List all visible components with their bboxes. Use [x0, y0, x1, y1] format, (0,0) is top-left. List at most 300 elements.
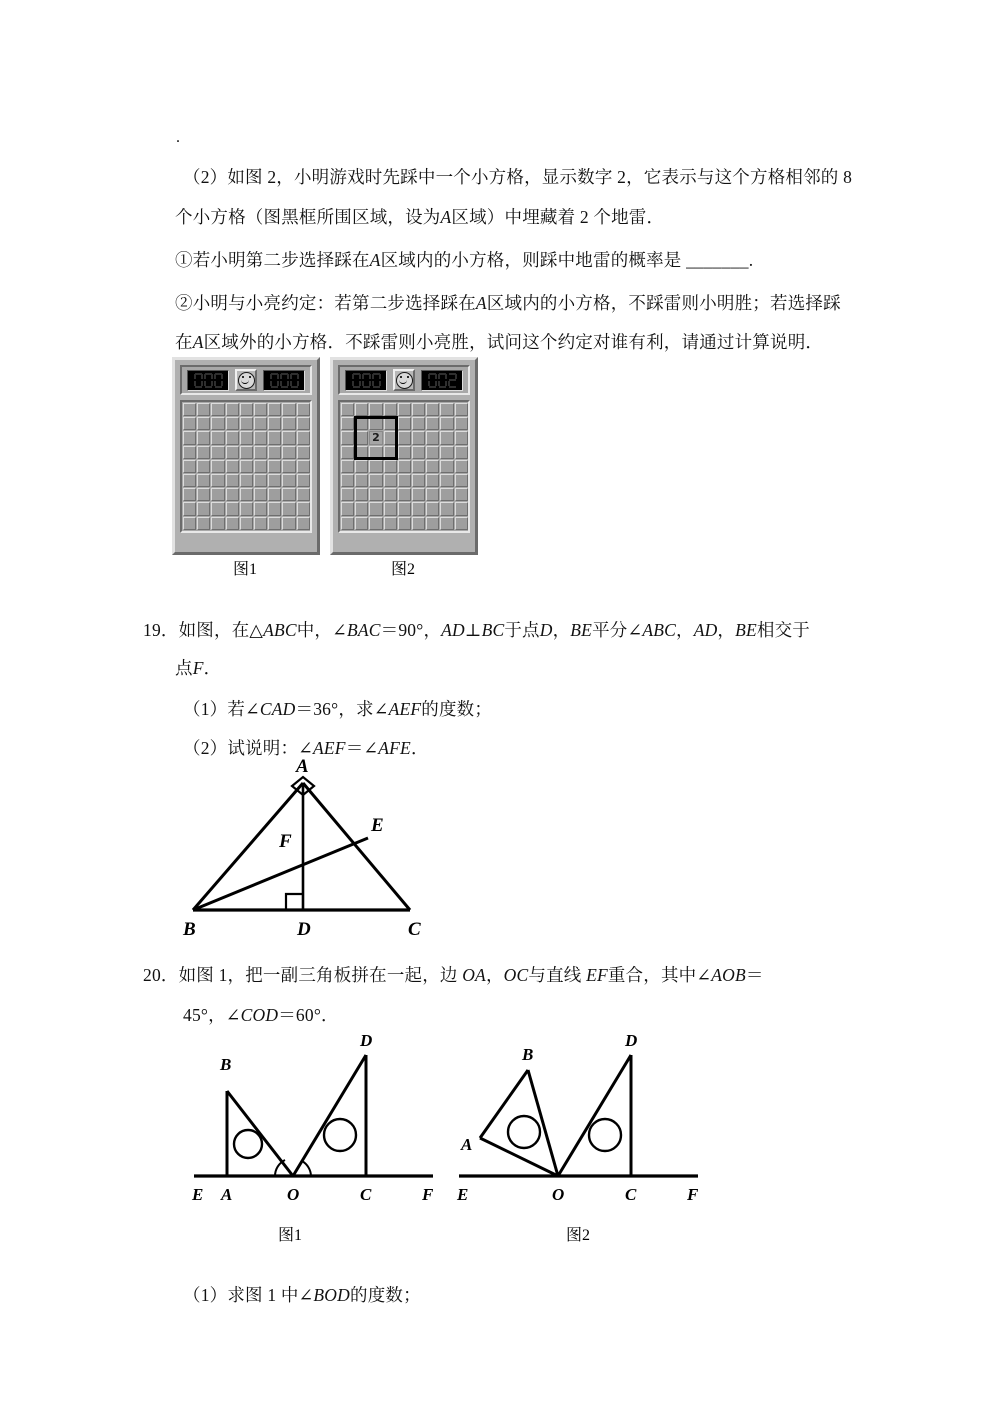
p18-i1-italic: A — [369, 250, 381, 270]
hole-circle-right — [324, 1119, 356, 1151]
segment-od-fig1 — [293, 1055, 366, 1176]
figure-caption-1 — [233, 556, 257, 579]
p18-i1-pre: ①若小明第二步选择踩在 — [175, 250, 370, 270]
p19-l2-pre: 点 — [175, 658, 193, 678]
minesweeper-cell[interactable] — [254, 474, 267, 487]
minesweeper-cell[interactable] — [369, 502, 382, 515]
minesweeper-cell[interactable] — [455, 417, 468, 430]
minesweeper-cell[interactable] — [226, 474, 239, 487]
label-c: C — [408, 919, 421, 940]
minesweeper-cell[interactable] — [297, 517, 310, 530]
minesweeper-cell[interactable] — [211, 431, 224, 444]
problem20-line1 — [143, 955, 764, 995]
p19-s1-pre: （1）若∠ — [183, 699, 260, 719]
minesweeper-cell[interactable] — [197, 488, 210, 501]
minesweeper-cell[interactable] — [455, 403, 468, 416]
minesweeper-cell[interactable] — [426, 446, 439, 459]
p20-fig1-cap-pre: 图 — [278, 1227, 295, 1244]
minesweeper-cell[interactable] — [440, 502, 453, 515]
minesweeper-cell[interactable] — [282, 431, 295, 444]
minesweeper-cell[interactable] — [197, 446, 210, 459]
minesweeper-cell[interactable] — [355, 502, 368, 515]
p20-s1-italic: BOD — [313, 1285, 350, 1305]
timer-display-2 — [421, 370, 463, 391]
figure-caption-2 — [391, 556, 415, 579]
minesweeper-cell[interactable] — [183, 474, 196, 487]
minesweeper-cell[interactable] — [341, 517, 354, 530]
p19-i3: AD — [441, 620, 465, 640]
p19-i4: BC — [481, 620, 505, 640]
minesweeper-cell[interactable] — [369, 474, 382, 487]
seven-segment-digit — [372, 373, 381, 388]
minesweeper-cell-revealed[interactable]: 2 — [369, 431, 382, 444]
p19-i8: AD — [693, 620, 718, 640]
minesweeper-cell[interactable] — [384, 460, 397, 473]
segment-ab-fig2 — [480, 1070, 528, 1138]
minesweeper-cell[interactable] — [398, 474, 411, 487]
minesweeper-cell[interactable] — [282, 403, 295, 416]
minesweeper-cell[interactable] — [341, 502, 354, 515]
p20-t2: ， — [485, 965, 504, 985]
minesweeper-cell[interactable] — [412, 488, 425, 501]
minesweeper-cell[interactable] — [341, 446, 354, 459]
minesweeper-cell[interactable] — [197, 460, 210, 473]
minesweeper-cell[interactable] — [398, 502, 411, 515]
minesweeper-cell[interactable] — [254, 502, 267, 515]
figure-caption-p20-2 — [566, 1222, 590, 1245]
minesweeper-cell[interactable] — [412, 417, 425, 430]
minesweeper-board-1 — [172, 357, 320, 555]
minesweeper-cell[interactable] — [369, 446, 382, 459]
minesweeper-cell[interactable] — [369, 517, 382, 530]
setsquares-figure-1 — [190, 1028, 440, 1218]
seven-segment-digit — [290, 373, 299, 388]
minesweeper-cell[interactable] — [355, 431, 368, 444]
mine-counter-display-1 — [187, 370, 229, 391]
p19-t9: ， — [717, 620, 736, 640]
minesweeper-cell[interactable] — [183, 460, 196, 473]
minesweeper-cell[interactable] — [211, 517, 224, 530]
minesweeper-cell[interactable] — [197, 403, 210, 416]
p18-i1-blank: _______. — [686, 250, 754, 270]
minesweeper-cell[interactable] — [183, 517, 196, 530]
minesweeper-cell[interactable] — [268, 474, 281, 487]
minesweeper-cell[interactable] — [384, 474, 397, 487]
minesweeper-cell[interactable] — [384, 446, 397, 459]
minesweeper-cell[interactable] — [412, 446, 425, 459]
smiley-face-button-1[interactable] — [235, 369, 257, 391]
p19-t10: 相交于 — [756, 620, 811, 640]
minesweeper-cell[interactable] — [341, 417, 354, 430]
mouth — [241, 379, 249, 384]
minesweeper-cell[interactable] — [268, 502, 281, 515]
seven-segment-digit — [352, 373, 361, 388]
p19-number: 19． — [143, 620, 179, 640]
label-d-fig2: D — [625, 1031, 638, 1050]
minesweeper-cell[interactable] — [211, 417, 224, 430]
minesweeper-cell[interactable] — [297, 474, 310, 487]
minesweeper-cell[interactable] — [211, 488, 224, 501]
minesweeper-cell[interactable] — [297, 488, 310, 501]
p20-i1: OA — [462, 965, 486, 985]
minesweeper-cell[interactable] — [455, 446, 468, 459]
minesweeper-cell[interactable] — [426, 474, 439, 487]
minesweeper-cell[interactable] — [226, 446, 239, 459]
label-c-fig2: C — [625, 1185, 637, 1204]
minesweeper-cell[interactable] — [183, 446, 196, 459]
minesweeper-cell[interactable] — [268, 417, 281, 430]
minesweeper-cell[interactable] — [440, 488, 453, 501]
angle-arc-cod — [302, 1161, 311, 1176]
label-b-fig2: B — [522, 1045, 534, 1064]
minesweeper-cell[interactable] — [240, 474, 253, 487]
minesweeper-cell[interactable] — [240, 517, 253, 530]
minesweeper-cell[interactable] — [369, 488, 382, 501]
p19-s2-i2: AFE — [378, 738, 411, 758]
minesweeper-cell[interactable] — [384, 488, 397, 501]
minesweeper-cell[interactable] — [240, 417, 253, 430]
minesweeper-cell[interactable] — [211, 403, 224, 416]
label-d: D — [297, 919, 311, 940]
minesweeper-cell[interactable] — [412, 474, 425, 487]
problem18-item2-line1 — [175, 283, 841, 323]
minesweeper-cell[interactable] — [226, 403, 239, 416]
minesweeper-cell[interactable] — [197, 517, 210, 530]
p20-number: 20． — [143, 965, 179, 985]
minesweeper-grid-2[interactable] — [341, 403, 467, 530]
minesweeper-cell[interactable] — [240, 502, 253, 515]
minesweeper-cell[interactable] — [398, 460, 411, 473]
minesweeper-cell[interactable] — [226, 417, 239, 430]
p18-i2-italic: A — [475, 293, 487, 313]
minesweeper-cell[interactable] — [282, 474, 295, 487]
minesweeper-cell[interactable] — [412, 403, 425, 416]
label-e-fig2: E — [457, 1185, 469, 1204]
minesweeper-cell[interactable] — [282, 417, 295, 430]
minesweeper-cell[interactable] — [426, 431, 439, 444]
minesweeper-cell[interactable] — [211, 474, 224, 487]
hole-circle-left-fig2 — [508, 1116, 540, 1148]
seven-segment-digit — [280, 373, 289, 388]
p19-t8: ， — [675, 620, 694, 640]
label-f: F — [279, 831, 292, 852]
minesweeper-cell[interactable] — [440, 474, 453, 487]
minesweeper-cell[interactable] — [398, 403, 411, 416]
minesweeper-cell[interactable] — [341, 488, 354, 501]
minesweeper-cell[interactable] — [455, 502, 468, 515]
minesweeper-gridwrap-1 — [180, 400, 312, 533]
minesweeper-cell[interactable] — [412, 431, 425, 444]
minesweeper-cell[interactable] — [226, 517, 239, 530]
minesweeper-cell[interactable] — [398, 431, 411, 444]
p19-i9: BE — [735, 620, 757, 640]
segment-ac — [303, 783, 410, 910]
minesweeper-header-1 — [180, 365, 312, 395]
minesweeper-cell[interactable] — [254, 517, 267, 530]
seven-segment-digit — [270, 373, 279, 388]
label-o-fig1: O — [287, 1185, 300, 1204]
minesweeper-cell[interactable] — [341, 403, 354, 416]
minesweeper-cell[interactable] — [268, 517, 281, 530]
minesweeper-cell[interactable] — [268, 431, 281, 444]
minesweeper-cell[interactable] — [183, 417, 196, 430]
minesweeper-header-2 — [338, 365, 470, 395]
p20-s1-pre: （1）求图 1 中∠ — [183, 1285, 314, 1305]
problem18-part2-line1: （2）如图 2，小明游戏时先踩中一个小方格，显示数字 2，它表示与这个方格相邻的 8 — [183, 167, 853, 187]
p19-i6: BE — [570, 620, 593, 640]
p20-t4: 重合，其中∠ — [607, 965, 712, 985]
label-d-fig1: D — [360, 1031, 373, 1050]
minesweeper-cell[interactable] — [226, 488, 239, 501]
smiley-face-icon — [396, 372, 413, 389]
minesweeper-cell[interactable] — [384, 417, 397, 430]
eye-right — [249, 376, 251, 379]
p20-t7: ＝60°． — [278, 1005, 339, 1025]
minesweeper-cell[interactable] — [297, 502, 310, 515]
p19-s2-mid: ＝∠ — [345, 738, 379, 758]
p19-t2: 中，∠ — [296, 620, 347, 640]
minesweeper-cell[interactable] — [440, 417, 453, 430]
minesweeper-cell[interactable] — [440, 460, 453, 473]
minesweeper-cell[interactable] — [268, 460, 281, 473]
problem20-sub1 — [183, 1275, 421, 1315]
p18-i2-post: 区域内的小方格，不踩雷则小明胜；若选择踩 — [486, 293, 841, 313]
p19-s1-i2: AEF — [388, 699, 422, 719]
p19-s2-i1: AEF — [313, 738, 346, 758]
label-o-fig2: O — [552, 1185, 565, 1204]
minesweeper-cell[interactable] — [398, 517, 411, 530]
minesweeper-cell[interactable] — [369, 460, 382, 473]
p19-t7: 平分∠ — [592, 620, 643, 640]
problem18-item1 — [175, 240, 753, 280]
minesweeper-cell[interactable] — [341, 474, 354, 487]
fig2-cap-pre: 图 — [391, 561, 408, 578]
triangle-abc-diagram — [175, 755, 595, 940]
minesweeper-cell[interactable] — [426, 403, 439, 416]
minesweeper-cell[interactable] — [297, 403, 310, 416]
mouth — [399, 379, 407, 384]
minesweeper-cell[interactable] — [282, 502, 295, 515]
minesweeper-cell[interactable] — [455, 474, 468, 487]
p18-i2b-pre: 在 — [175, 332, 193, 352]
minesweeper-cell[interactable] — [240, 431, 253, 444]
p18-l2-pre: 个小方格（图黑框所围区域，设为 — [175, 207, 441, 227]
minesweeper-cell[interactable] — [440, 431, 453, 444]
minesweeper-cell[interactable] — [398, 417, 411, 430]
fig2-cap-num: 2 — [407, 561, 416, 578]
p18-l2-italic: A — [440, 207, 452, 227]
minesweeper-cell[interactable] — [440, 517, 453, 530]
p20-t5: ＝ — [745, 965, 764, 985]
p19-s1-i1: CAD — [259, 699, 296, 719]
minesweeper-cell[interactable] — [240, 403, 253, 416]
label-f-fig2: F — [687, 1185, 699, 1204]
minesweeper-cell[interactable] — [297, 417, 310, 430]
p19-t4: ⊥ — [464, 620, 482, 640]
minesweeper-cell[interactable] — [384, 431, 397, 444]
minesweeper-cell[interactable] — [426, 460, 439, 473]
smiley-face-button-2[interactable] — [393, 369, 415, 391]
p20-t1: 如图 1，把一副三角板拼在一起，边 — [178, 965, 458, 985]
minesweeper-cell[interactable] — [341, 460, 354, 473]
minesweeper-cell[interactable] — [183, 431, 196, 444]
minesweeper-cell[interactable] — [254, 460, 267, 473]
minesweeper-cell[interactable] — [384, 517, 397, 530]
minesweeper-cell[interactable] — [398, 446, 411, 459]
mine-counter-display-2 — [345, 370, 387, 391]
p20-i3: EF — [586, 965, 608, 985]
problem19-sub1 — [183, 689, 492, 729]
minesweeper-cell[interactable] — [412, 517, 425, 530]
fig1-cap-pre: 图 — [233, 561, 250, 578]
minesweeper-cell[interactable] — [211, 502, 224, 515]
minesweeper-cell[interactable] — [440, 446, 453, 459]
seven-segment-digit — [204, 373, 213, 388]
segment-od-fig2 — [558, 1055, 631, 1176]
minesweeper-cell[interactable] — [211, 460, 224, 473]
label-c-fig1: C — [360, 1185, 372, 1204]
minesweeper-cell[interactable] — [412, 460, 425, 473]
p20-i4: AOB — [711, 965, 746, 985]
minesweeper-cell[interactable] — [426, 417, 439, 430]
p19-i2: BAC — [347, 620, 381, 640]
p19-s1-post: 的度数； — [421, 699, 493, 719]
minesweeper-cell[interactable] — [226, 431, 239, 444]
p20-i2: OC — [503, 965, 529, 985]
minesweeper-cell[interactable] — [455, 488, 468, 501]
minesweeper-cell[interactable] — [240, 488, 253, 501]
minesweeper-cell[interactable] — [240, 446, 253, 459]
minesweeper-cell[interactable] — [355, 474, 368, 487]
minesweeper-cell[interactable] — [355, 403, 368, 416]
minesweeper-cell[interactable] — [355, 446, 368, 459]
label-a-fig2: A — [461, 1135, 473, 1154]
minesweeper-cell[interactable] — [282, 446, 295, 459]
p18-i2b-italic: A — [192, 332, 204, 352]
minesweeper-cell[interactable] — [183, 403, 196, 416]
minesweeper-cell[interactable] — [183, 488, 196, 501]
minesweeper-cell[interactable] — [455, 460, 468, 473]
minesweeper-cell[interactable] — [412, 502, 425, 515]
minesweeper-cell[interactable] — [240, 460, 253, 473]
minesweeper-cell[interactable] — [254, 446, 267, 459]
minesweeper-cell[interactable] — [369, 417, 382, 430]
minesweeper-cell[interactable] — [268, 403, 281, 416]
minesweeper-cell[interactable] — [297, 460, 310, 473]
segment-bo-fig2 — [528, 1070, 558, 1176]
minesweeper-cell[interactable] — [254, 417, 267, 430]
label-a: A — [296, 756, 309, 777]
timer-display-1 — [263, 370, 305, 391]
minesweeper-cell[interactable] — [426, 517, 439, 530]
p20-fig2-cap-pre: 图 — [566, 1227, 583, 1244]
minesweeper-cell[interactable] — [341, 431, 354, 444]
minesweeper-cell[interactable] — [297, 446, 310, 459]
seven-segment-digit — [214, 373, 223, 388]
problem19-line2 — [175, 648, 221, 688]
minesweeper-cell[interactable] — [355, 417, 368, 430]
hole-circle-right-fig2 — [589, 1119, 621, 1151]
p20-t3: 与直线 — [528, 965, 582, 985]
minesweeper-cell[interactable] — [282, 517, 295, 530]
minesweeper-cell[interactable] — [282, 460, 295, 473]
minesweeper-grid-1[interactable] — [183, 403, 309, 530]
label-f-fig1: F — [422, 1185, 434, 1204]
minesweeper-board-2 — [330, 357, 478, 555]
minesweeper-cell[interactable] — [197, 431, 210, 444]
minesweeper-cell[interactable] — [268, 488, 281, 501]
minesweeper-cell[interactable] — [183, 502, 196, 515]
segment-oa-fig2 — [480, 1138, 558, 1176]
p19-i7: ABC — [642, 620, 676, 640]
minesweeper-cell[interactable] — [197, 502, 210, 515]
seven-segment-digit — [428, 373, 437, 388]
smiley-face-icon — [238, 372, 255, 389]
minesweeper-cell[interactable] — [211, 446, 224, 459]
label-a-fig1: A — [221, 1185, 233, 1204]
minesweeper-cell[interactable] — [355, 517, 368, 530]
p20-fig1-cap-num: 1 — [294, 1227, 303, 1244]
figure-caption-p20-1 — [278, 1222, 302, 1245]
minesweeper-cell[interactable] — [254, 488, 267, 501]
minesweeper-cell[interactable] — [226, 502, 239, 515]
p19-l2-italic: F — [192, 658, 204, 678]
minesweeper-cell[interactable] — [426, 502, 439, 515]
minesweeper-cell[interactable] — [426, 488, 439, 501]
stray-mark: . — [176, 129, 181, 146]
p20-t6: 45°，∠ — [183, 1005, 241, 1025]
minesweeper-cell[interactable] — [355, 460, 368, 473]
seven-segment-digit — [438, 373, 447, 388]
minesweeper-cell[interactable] — [398, 488, 411, 501]
minesweeper-cell[interactable] — [355, 488, 368, 501]
minesweeper-cell[interactable] — [297, 431, 310, 444]
fig1-cap-num: 1 — [249, 561, 258, 578]
minesweeper-cell[interactable] — [197, 474, 210, 487]
p19-s2-post: ． — [410, 738, 429, 758]
p19-t6: ， — [552, 620, 571, 640]
minesweeper-cell[interactable] — [369, 403, 382, 416]
minesweeper-cell[interactable] — [226, 460, 239, 473]
minesweeper-cell[interactable] — [254, 403, 267, 416]
minesweeper-cell[interactable] — [384, 502, 397, 515]
p19-t1: 如图，在△ — [178, 620, 264, 640]
minesweeper-gridwrap-2 — [338, 400, 470, 533]
minesweeper-cell[interactable] — [282, 488, 295, 501]
p19-t3: ＝90°， — [380, 620, 442, 640]
seven-segment-digit — [362, 373, 371, 388]
label-b: B — [183, 919, 196, 940]
minesweeper-cell[interactable] — [440, 403, 453, 416]
minesweeper-cell[interactable] — [197, 417, 210, 430]
p19-s2-pre: （2）试说明：∠ — [183, 738, 314, 758]
minesweeper-cell[interactable] — [455, 517, 468, 530]
p19-l2-post: ． — [203, 658, 222, 678]
p20-fig2-cap-num: 2 — [582, 1227, 591, 1244]
minesweeper-cell[interactable] — [254, 431, 267, 444]
p19-i5: D — [539, 620, 553, 640]
label-b-fig1: B — [220, 1055, 232, 1074]
p18-i1-post: 区域内的小方格，则踩中地雷的概率是 — [380, 250, 682, 270]
right-angle-mark-d — [286, 894, 303, 910]
minesweeper-cell[interactable] — [384, 403, 397, 416]
p20-i5: COD — [240, 1005, 279, 1025]
label-e-fig1: E — [192, 1185, 204, 1204]
minesweeper-cell[interactable] — [455, 431, 468, 444]
p20-s1-post: 的度数； — [350, 1285, 421, 1305]
minesweeper-cell[interactable] — [268, 446, 281, 459]
problem18-part2-line2 — [175, 197, 664, 237]
